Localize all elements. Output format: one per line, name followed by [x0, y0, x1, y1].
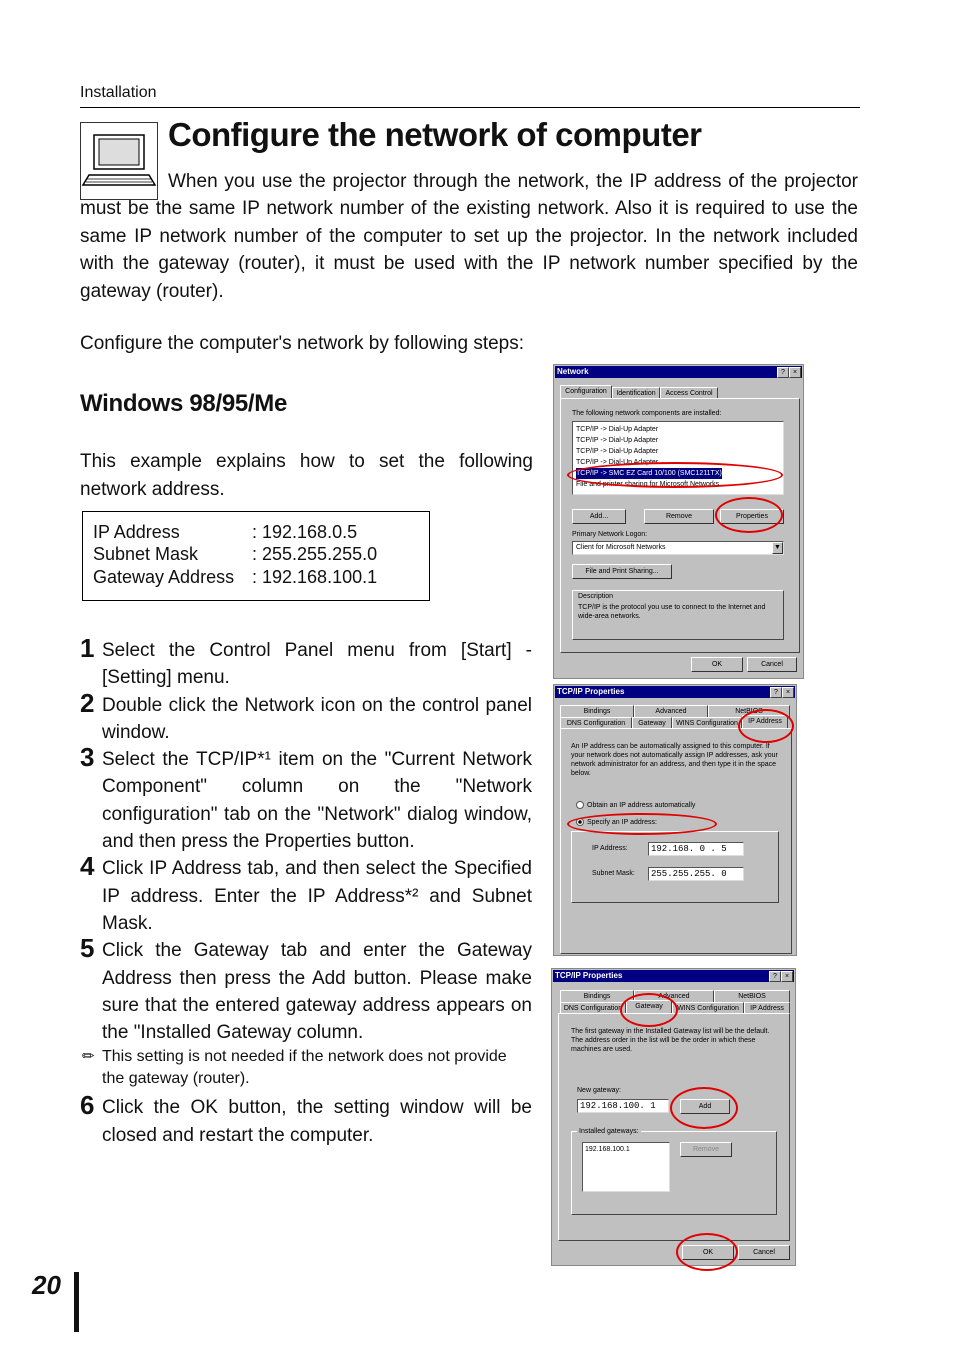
new-gateway-input[interactable]: 192.168.100. 1 — [577, 1099, 669, 1113]
new-gateway-label: New gateway: — [577, 1087, 621, 1094]
step-6 — [80, 1090, 532, 1149]
address-label: Subnet Mask — [93, 544, 199, 564]
address-row — [93, 544, 378, 565]
add-button[interactable]: Add... — [572, 509, 626, 524]
address-label: IP Address — [93, 522, 180, 542]
components-label: The following network components are installed: — [572, 410, 722, 417]
steps-lead: Configure the computer's network by following steps: — [80, 333, 525, 354]
logon-value: Client for Microsoft Networks — [576, 544, 666, 551]
tab-bindings[interactable]: Bindings — [560, 990, 634, 1002]
step-2 — [80, 687, 532, 747]
step-text: Click IP Address tab, and then select the Specified IP address. Enter the IP Address*² and Subnet Mask. — [102, 858, 532, 934]
tab-dns[interactable]: DNS Configuration — [560, 1002, 626, 1014]
list-item[interactable]: TCP/IP -> Dial-Up Adapter — [576, 448, 659, 455]
tab-ip-address[interactable]: IP Address — [742, 715, 788, 729]
tab-access-control[interactable]: Access Control — [660, 387, 718, 399]
mask-input[interactable]: 255.255.255. 0 — [648, 867, 744, 881]
step-3 — [80, 742, 532, 855]
steps-list — [80, 633, 532, 1149]
page-number: 20 — [32, 1270, 61, 1300]
tab-wins[interactable]: WINS Configuration — [672, 1002, 744, 1014]
logon-select[interactable] — [572, 541, 784, 555]
highlight-circle — [670, 1087, 738, 1129]
highlight-circle — [738, 709, 794, 743]
address-value: : 255.255.255.0 — [252, 544, 378, 564]
close-icon[interactable]: × — [781, 971, 793, 982]
description-text: TCP/IP is the protocol you use to connect to the Internet and wide-area networks. — [578, 604, 766, 620]
description-box — [572, 590, 784, 640]
header-rule — [80, 107, 860, 108]
tab-bindings[interactable]: Bindings — [560, 705, 634, 717]
address-box — [82, 511, 430, 601]
tab-gateway[interactable]: Gateway — [626, 1000, 672, 1014]
step-text: Click the Gateway tab and enter the Gateway Address then press the Add button. Please make sure that the entered gateway address appears on the "Installed Gateway column. — [102, 940, 532, 1044]
tab-ip-address[interactable]: IP Address — [744, 1002, 790, 1014]
list-item[interactable]: TCP/IP -> Dial-Up Adapter — [576, 437, 659, 444]
ok-button[interactable]: OK — [691, 657, 743, 672]
radio-label: Specify an IP address: — [587, 819, 657, 826]
highlight-circle — [567, 813, 717, 835]
tab-identification[interactable]: Identification — [612, 387, 660, 399]
step-number: 6 — [80, 1090, 95, 1121]
mask-label: Subnet Mask: — [592, 870, 635, 877]
network-dialog — [553, 364, 804, 679]
description-label: Description — [578, 593, 614, 600]
tab-configuration[interactable]: Configuration — [560, 385, 612, 399]
file-print-sharing-button[interactable]: File and Print Sharing... — [572, 564, 672, 579]
windows-heading: Windows 98/95/Me — [80, 390, 288, 417]
list-item-selected[interactable]: TCP/IP -> SMC EZ Card 10/100 (SMC1211TX) — [576, 470, 722, 477]
step-text: Select the TCP/IP*¹ item on the "Current Network Component" column on the "Network configuration" tab on the "Network" dialog window, and then press the Properties button. — [102, 749, 532, 853]
step-number: 1 — [80, 633, 95, 663]
add-button[interactable]: Add — [680, 1099, 730, 1114]
close-icon[interactable]: × — [782, 687, 794, 698]
tab-netbios[interactable]: NetBIOS — [714, 990, 790, 1002]
ip-desc: An IP address can be automatically assigned to this computer. If your network does not automatically assign IP addresses, ask your network administrator for an address, and then type it in the space below. — [571, 743, 778, 777]
radio-icon — [576, 801, 584, 809]
dialog-title: TCP/IP Properties — [553, 970, 794, 982]
ip-input[interactable]: 192.168. 0 . 5 — [648, 842, 744, 856]
properties-button[interactable]: Properties — [720, 509, 784, 524]
highlight-circle — [676, 1233, 738, 1271]
radio-label: Obtain an IP address automatically — [587, 802, 696, 809]
step-number: 2 — [80, 687, 95, 718]
radio-obtain-auto[interactable] — [576, 801, 695, 810]
gateway-desc: The first gateway in the Installed Gateway list will be the default. The address order in the list will be the order in which these machines are used. — [571, 1028, 770, 1053]
step-4 — [80, 851, 532, 937]
address-value: : 192.168.0.5 — [252, 522, 358, 542]
ip-label: IP Address: — [592, 845, 628, 852]
step-5 — [80, 933, 532, 1046]
address-row — [93, 567, 378, 588]
cancel-button[interactable]: Cancel — [747, 657, 797, 672]
tab-netbios[interactable]: NetBIOS — [708, 705, 790, 717]
address-row — [93, 522, 358, 543]
tab-gateway[interactable]: Gateway — [632, 717, 672, 729]
tab-dns[interactable]: DNS Configuration — [560, 717, 632, 729]
page-bar — [74, 1272, 79, 1332]
dialog-title: TCP/IP Properties — [555, 686, 795, 698]
ok-button[interactable]: OK — [682, 1245, 734, 1260]
installed-label: Installed gateways: — [579, 1128, 639, 1135]
step-number: 4 — [80, 851, 95, 882]
step-number: 3 — [80, 742, 95, 773]
step-text: Double click the Network icon on the control panel window. — [102, 694, 532, 743]
ip-address-dialog — [553, 684, 797, 956]
remove-button[interactable]: Remove — [644, 509, 714, 524]
list-item[interactable]: 192.168.100.1 — [585, 1146, 630, 1153]
help-icon[interactable]: ? — [770, 687, 782, 698]
installed-list[interactable] — [582, 1142, 670, 1192]
highlight-circle — [567, 462, 783, 488]
note-text: This setting is not needed if the network does not provide the gateway (router). — [102, 1048, 507, 1088]
cancel-button[interactable]: Cancel — [738, 1245, 790, 1260]
step-1 — [80, 633, 532, 692]
step-number: 5 — [80, 933, 95, 964]
logon-label: Primary Network Logon: — [572, 531, 648, 538]
address-value: : 192.168.100.1 — [252, 567, 378, 587]
step-text: Select the Control Panel menu from [Start] - [Setting] menu. — [102, 640, 532, 689]
intro-text: When you use the projector through the network, the IP address of the projector must be the same IP network number of the existing network. Also it is required to use the same IP network number of the computer to set up the projector. In the network included with the gateway (router), it must be used with the IP network number specified by the gateway (router). — [80, 171, 858, 302]
list-item[interactable]: File and printer sharing for Microsoft Networks — [576, 481, 720, 488]
chevron-down-icon[interactable]: ▼ — [772, 542, 783, 554]
intro-paragraph — [80, 168, 858, 305]
tab-advanced[interactable]: Advanced — [634, 990, 714, 1002]
highlight-circle — [715, 497, 783, 533]
remove-button[interactable]: Remove — [680, 1142, 732, 1157]
gateway-dialog — [551, 968, 796, 1266]
page-title: Configure the network of computer — [168, 116, 702, 153]
section-label: Installation — [80, 84, 157, 101]
tab-advanced[interactable]: Advanced — [634, 705, 708, 717]
dialog-title: Network — [555, 366, 802, 378]
note — [80, 1046, 532, 1090]
tab-wins[interactable]: WINS Configuration — [672, 717, 742, 729]
example-text: This example explains how to set the following network address. — [80, 451, 533, 500]
help-icon[interactable]: ? — [777, 367, 789, 378]
step-text: Click the OK button, the setting window will be closed and restart the computer. — [102, 1097, 532, 1146]
highlight-circle — [620, 993, 678, 1027]
help-icon[interactable]: ? — [769, 971, 781, 982]
list-item[interactable]: TCP/IP -> Dial-Up Adapter — [576, 426, 659, 433]
close-icon[interactable]: × — [789, 367, 801, 378]
address-label: Gateway Address — [93, 567, 235, 587]
list-item[interactable]: TCP/IP -> Dial-Up Adapter — [576, 459, 659, 466]
pencil-icon: ✏ — [82, 1048, 95, 1066]
